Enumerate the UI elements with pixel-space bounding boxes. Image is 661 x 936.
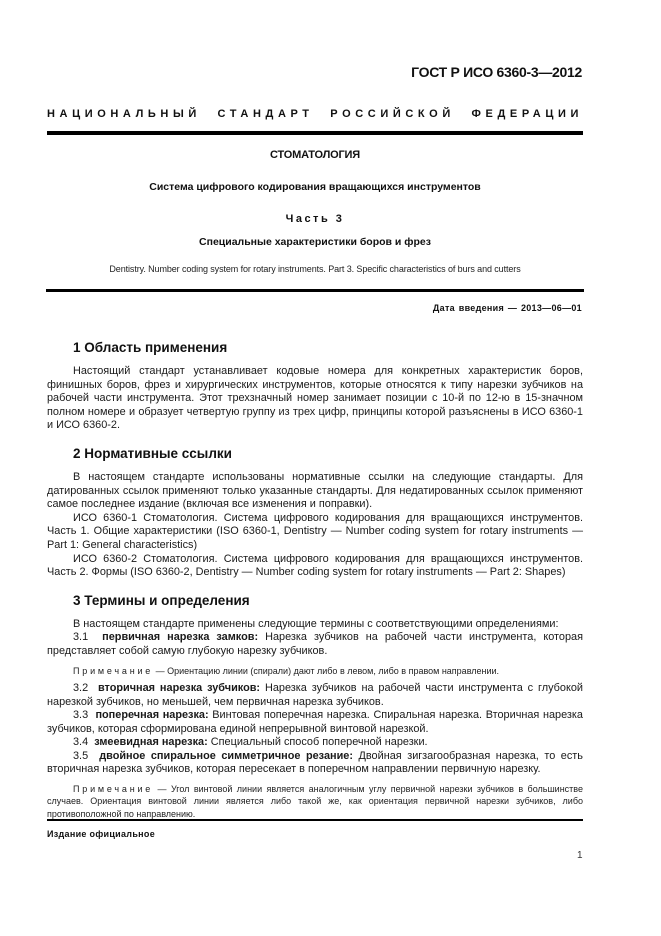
document-body: [47, 340, 583, 825]
note-label: Примечание: [73, 665, 154, 676]
title-rule: [46, 289, 584, 292]
term-text: Двойная зигзагообразная нарезка, то есть вторичная нарезка зубчиков, которая пересекает в поперечном направлении первичную нарезку.: [47, 749, 583, 776]
system-title: Система цифрового кодирования вращающихся инструментов: [149, 181, 481, 193]
term-definition: [47, 631, 583, 658]
term-text: Нарезка зубчиков на рабочей части инструмента с глубокой нарезкой зубчиков, но меньшей, чем первичная нарезка зубчиков.: [47, 681, 583, 708]
reference-item: ИСО 6360-1 Стоматология. Система цифрового кодирования для вращающихся инструментов. Часть 1. Общие характеристики (ISO 6360-1, Dentistry — Number coding system for rotary instruments — Part 1: General characteristics): [47, 511, 583, 551]
note-label: Примечание: [73, 784, 154, 795]
english-title: Dentistry. Number coding system for rotary instruments. Part 3. Specific characteristics of burs and cutters: [109, 264, 521, 274]
section-1-paragraph: Настоящий стандарт устанавливает кодовые номера для конкретных характеристик боров, финишных боров, фрез и хирургических инструментов, которые относятся к типу нарезки зубчиков на рабочей части инструмента. Этот трехзначный номер занимает позиции с 10-й по 12-ю в 15-значном полном номере и образует четвертую группу из трех цифр, принципы которой разъяснены в ИСО 6360-1 и ИСО 6360-2.: [47, 365, 583, 432]
term-text: Специальный способ поперечной нарезки.: [210, 736, 428, 749]
top-rule: [47, 131, 583, 135]
banner-word: ФЕДЕРАЦИИ: [471, 108, 583, 120]
reference-item: ИСО 6360-2 Стоматология. Система цифрового кодирования для вращающихся инструментов. Часть 2. Формы (ISO 6360-2, Dentistry — Number coding system for rotary instruments — Part 2: Shapes): [47, 552, 583, 579]
term-number: 3.1: [73, 631, 89, 644]
term-number: 3.5: [73, 749, 89, 762]
term-number: 3.3: [73, 709, 89, 722]
section-1-heading: 1 Область применения: [73, 340, 228, 355]
edition-label: Издание официальное: [47, 829, 156, 839]
note-text: — Ориентацию линии (спирали) дают либо в левом, либо в правом направлении.: [155, 665, 500, 676]
banner-word: СТАНДАРТ: [217, 108, 314, 120]
term-definition: [47, 682, 583, 709]
term-definition: [47, 750, 583, 777]
introduction-date: Дата введения — 2013—06—01: [432, 303, 582, 313]
national-standard-banner: [47, 108, 583, 120]
term-name: первичная нарезка замков:: [102, 631, 259, 644]
footer-rule: [47, 819, 583, 821]
note: [47, 783, 583, 820]
term-definition: [47, 709, 583, 736]
term-name: двойное спиральное симметричное резание:: [99, 749, 353, 762]
note: [47, 665, 583, 677]
section-2-heading: 2 Нормативные ссылки: [73, 445, 232, 461]
field-title: СТОМАТОЛОГИЯ: [270, 149, 360, 161]
part-title: Часть 3: [285, 213, 345, 225]
banner-word: РОССИЙСКОЙ: [330, 108, 455, 120]
term-number: 3.2: [73, 681, 89, 694]
term-text: Винтовая поперечная нарезка. Спиральная нарезка. Вторичная нарезка зубчиков, которая сформирована единой непрерывной винтовой нарезкой.: [47, 709, 583, 735]
section-3-heading: 3 Термины и определения: [73, 592, 250, 608]
term-name: змеевидная нарезка:: [94, 736, 208, 749]
term-name: поперечная нарезка:: [95, 709, 209, 722]
section-3-paragraph: В настоящем стандарте применены следующие термины с соответствующими определениями:: [73, 617, 559, 630]
document-code: ГОСТ Р ИСО 6360-3—2012: [411, 64, 582, 80]
subtitle: Специальные характеристики боров и фрез: [199, 236, 431, 248]
term-name: вторичная нарезка зубчиков:: [97, 681, 261, 694]
term-definition: [47, 736, 583, 750]
page-number: 1: [577, 850, 583, 861]
term-text: Нарезка зубчиков на рабочей части инструмента, которая представляет собой самую глубокую нарезку зубчиков.: [47, 631, 583, 657]
banner-word: НАЦИОНАЛЬНЫЙ: [47, 108, 201, 120]
note-text: — Угол винтовой линии является аналогичным углу первичной нарезки зубчиков в большинстве случаев. Ориентация винтовой линии является либо такой же, как ориентация первичной нарезки зубчиков, либо противоположной по направлению.: [47, 784, 583, 819]
section-2-paragraph: В настоящем стандарте использованы нормативные ссылки на следующие стандарты. Для датированных ссылок применяют только указанные стандарты. Для недатированных ссылок применяют самое последнее издание (включая все изменения и поправки).: [47, 470, 583, 511]
term-number: 3.4: [73, 736, 89, 749]
